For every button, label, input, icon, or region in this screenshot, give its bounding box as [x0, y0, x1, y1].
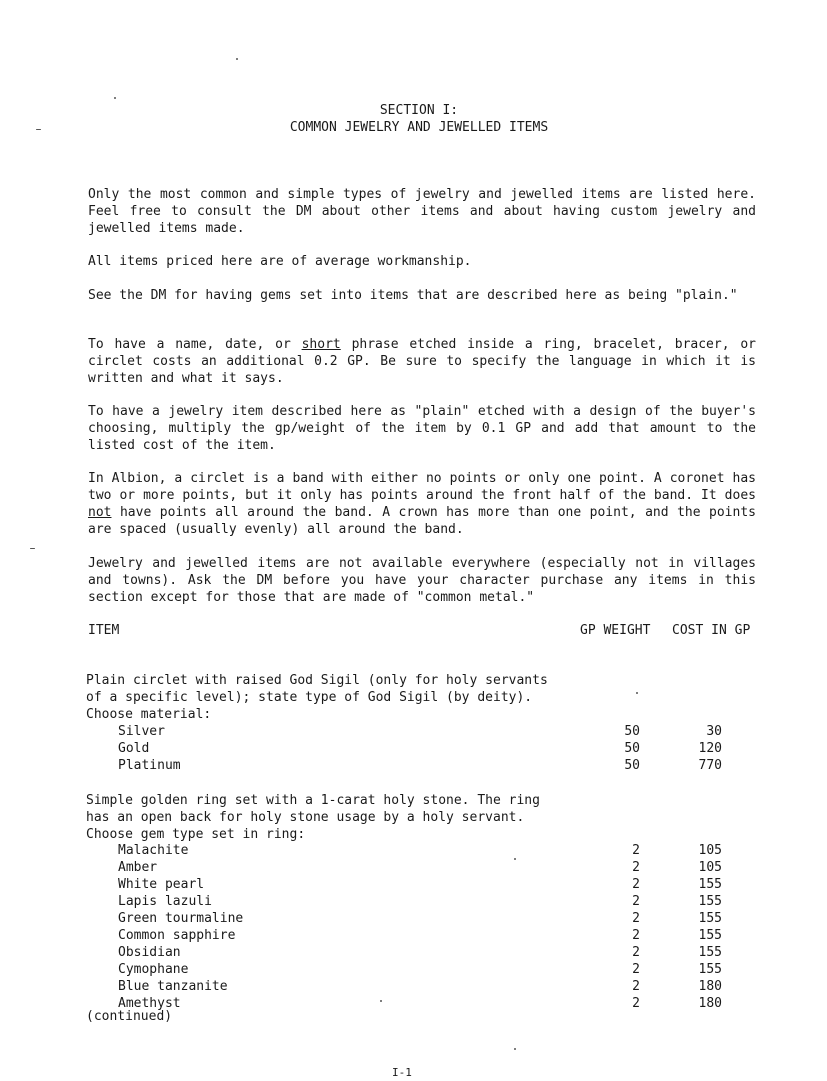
workmanship-paragraph: All items priced here are of average workmanship.: [88, 254, 472, 269]
scan-speck: [236, 58, 238, 60]
item-name: Malachite: [118, 843, 189, 858]
design-paragraph: To have a jewelry item described here as "plain" etched with a design of the buyer's choosing, multiply the gp/weight of the item by 0.1 GP and add that amount to the listed cost of the item.: [88, 404, 756, 453]
continued-note: (continued): [86, 1009, 173, 1024]
item-weight: 2: [632, 962, 640, 977]
table-row: [0, 927, 827, 944]
item-weight: 2: [632, 945, 640, 960]
table-row: [0, 961, 827, 978]
description-line: Simple golden ring set with a 1-carat holy stone. The ring: [86, 793, 540, 808]
etching-underlined-word: short: [301, 337, 341, 352]
scan-speck: [380, 1000, 382, 1002]
item-cost: 155: [698, 928, 722, 943]
scan-speck: [514, 1048, 516, 1050]
ring-description: [86, 792, 646, 843]
item-cost: 180: [698, 979, 722, 994]
item-name: Gold: [118, 741, 150, 756]
item-cost: 155: [698, 945, 722, 960]
description-line: of a specific level); state type of God Sigil (by deity).: [86, 690, 533, 705]
item-name: White pearl: [118, 877, 205, 892]
item-name: Platinum: [118, 758, 181, 773]
item-cost: 155: [698, 911, 722, 926]
item-name: Lapis lazuli: [118, 894, 212, 909]
column-header-weight: GP WEIGHT: [580, 623, 651, 638]
item-weight: 2: [632, 928, 640, 943]
item-weight: 2: [632, 911, 640, 926]
table-row: [0, 757, 827, 774]
etching-text-end: phrase etched inside a ring, bracelet, bracer, or circlet costs an additional 0.2 GP. Be sure to specify the language in which it is written and what it says.: [88, 337, 756, 386]
table-row: [0, 893, 827, 910]
section-number: SECTION I:: [379, 103, 459, 118]
item-cost: 180: [698, 996, 722, 1011]
description-line: Choose material:: [86, 707, 212, 722]
item-weight: 50: [624, 724, 640, 739]
circlet-text-end: have points all around the band. A crown has more than one point, and the points are spaced (usually evenly) all around the band.: [88, 505, 756, 537]
table-row: [0, 978, 827, 995]
etching-paragraph: [88, 336, 756, 387]
item-cost: 30: [706, 724, 722, 739]
scan-speck: [30, 548, 35, 549]
item-weight: 2: [632, 860, 640, 875]
item-cost: 155: [698, 877, 722, 892]
scan-speck: [114, 97, 116, 99]
page-number: I-1: [392, 1066, 412, 1079]
item-weight: 2: [632, 894, 640, 909]
item-cost: 770: [698, 758, 722, 773]
item-cost: 155: [698, 962, 722, 977]
item-name: Common sapphire: [118, 928, 236, 943]
intro-paragraph: Only the most common and simple types of jewelry and jewelled items are listed here. Feel free to consult the DM about other items and about having custom jewelry and jewelled items made.: [88, 187, 756, 236]
circlet-text-start: In Albion, a circlet is a band with either no points or only one point. A coronet has two or more points, but it only has points around the front half of the band. It does: [88, 471, 756, 503]
item-weight: 50: [624, 758, 640, 773]
item-weight: 2: [632, 843, 640, 858]
item-weight: 50: [624, 741, 640, 756]
etching-text-start: To have a name, date, or: [88, 337, 302, 352]
scan-speck: [36, 129, 41, 130]
scan-speck: [514, 858, 516, 860]
item-name: Green tourmaline: [118, 911, 244, 926]
description-line: Choose gem type set in ring:: [86, 827, 306, 842]
item-weight: 2: [632, 996, 640, 1011]
item-name: Amethyst: [118, 996, 181, 1011]
section-title: COMMON JEWELRY AND JEWELLED ITEMS: [289, 120, 549, 135]
scan-speck: [636, 692, 638, 694]
table-row: [0, 910, 827, 927]
circlet-underlined-word: not: [88, 505, 112, 520]
table-row: [0, 723, 827, 740]
item-cost: 105: [698, 843, 722, 858]
item-weight: 2: [632, 979, 640, 994]
availability-paragraph: Jewelry and jewelled items are not available everywhere (especially not in villages and towns). Ask the DM before you have your character purchase any items in this section except for those that are made of "common metal.": [88, 556, 756, 605]
circlet-paragraph: [88, 470, 756, 538]
item-cost: 155: [698, 894, 722, 909]
item-name: Obsidian: [118, 945, 181, 960]
circlet-description: [86, 672, 646, 723]
description-line: Plain circlet with raised God Sigil (only for holy servants: [86, 673, 548, 688]
item-weight: 2: [632, 877, 640, 892]
column-header-item: ITEM: [88, 623, 120, 638]
table-row: [0, 876, 827, 893]
table-row: [0, 740, 827, 757]
table-row: [0, 842, 827, 859]
item-name: Blue tanzanite: [118, 979, 228, 994]
item-name: Cymophane: [118, 962, 189, 977]
table-row: [0, 944, 827, 961]
item-name: Silver: [118, 724, 165, 739]
gems-paragraph: See the DM for having gems set into items that are described here as being "plain.": [88, 288, 738, 303]
table-row: [0, 859, 827, 876]
column-header-cost: COST IN GP: [672, 623, 751, 638]
item-cost: 105: [698, 860, 722, 875]
item-name: Amber: [118, 860, 158, 875]
description-line: has an open back for holy stone usage by a holy servant.: [86, 810, 525, 825]
item-cost: 120: [698, 741, 722, 756]
